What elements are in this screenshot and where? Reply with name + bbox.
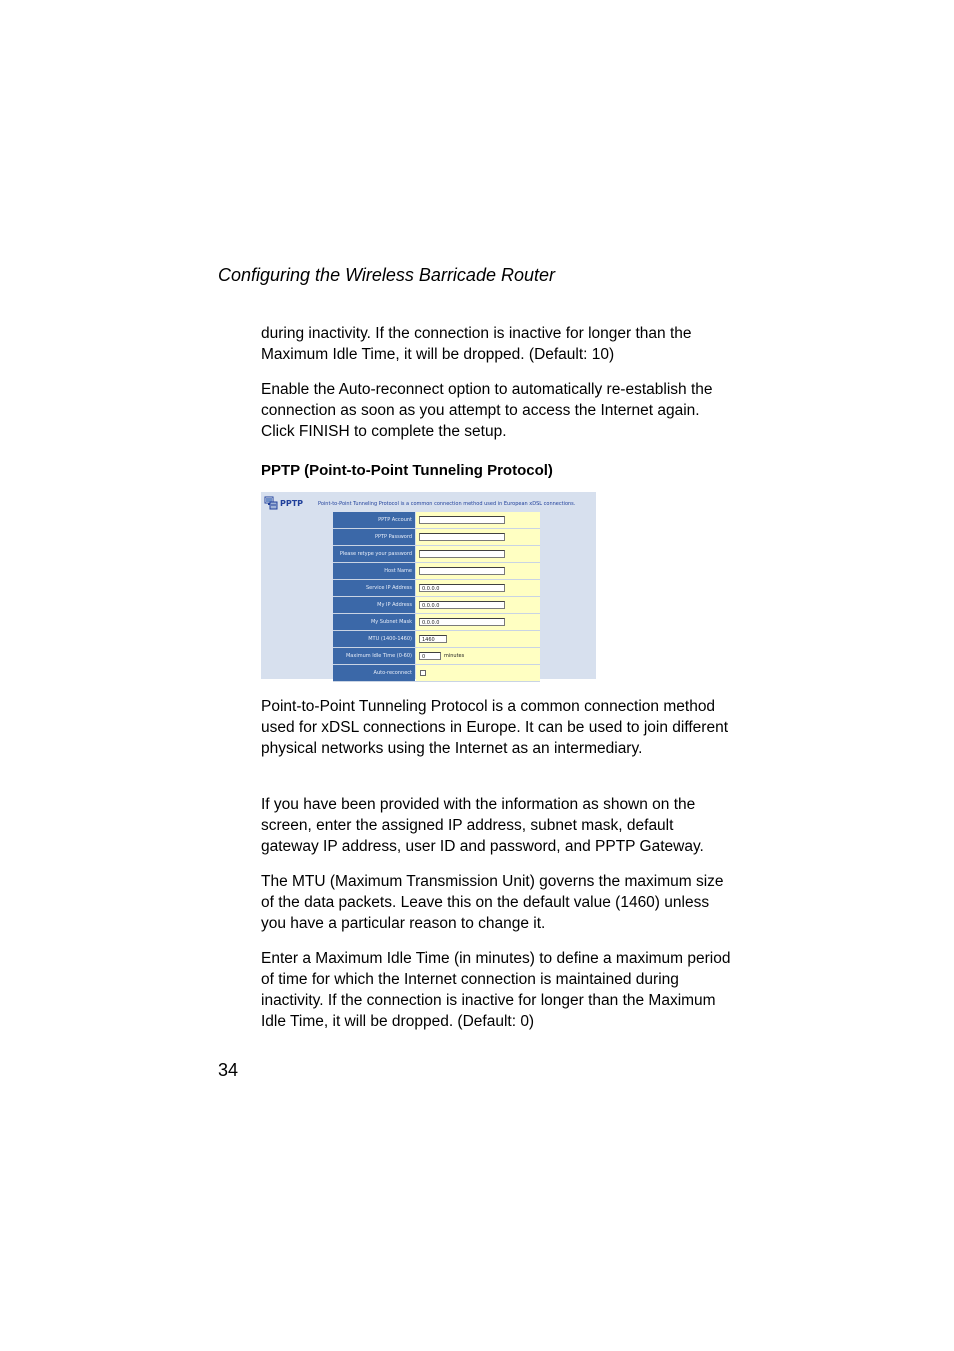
pptp-account-input[interactable] bbox=[419, 516, 505, 524]
pptp-password-label: PPTP Password bbox=[333, 529, 415, 545]
paragraph-provided-info: If you have been provided with the information as shown on the screen, enter the assigned IP address, subnet mask, default gateway IP address, user ID and password, and PPTP Gateway. bbox=[261, 796, 704, 855]
paragraph-auto-reconnect: Enable the Auto-reconnect option to automatically re-establish the connection as soon as you attempt to access the Internet again. Click FINISH to complete the setup. bbox=[261, 381, 713, 440]
pptp-description: Point-to-Point Tunneling Protocol is a common connection method used in European xDSL connections. bbox=[318, 501, 576, 507]
running-header: Configuring the Wireless Barricade Router bbox=[218, 265, 555, 285]
idle-time-unit: minutes bbox=[444, 653, 465, 659]
host-name-input[interactable] bbox=[419, 567, 505, 575]
service-ip-input[interactable]: 0.0.0.0 bbox=[419, 584, 505, 592]
pptp-title: PPTP bbox=[280, 499, 304, 508]
retype-password-label: Please retype your password bbox=[333, 546, 415, 562]
host-name-label: Host Name bbox=[333, 563, 415, 579]
paragraph-idle-time-continued: during inactivity. If the connection is inactive for longer than the Maximum Idle Time, it will be dropped. (Default: 10) bbox=[261, 325, 692, 363]
idle-time-label: Maximum Idle Time (0-60) bbox=[333, 648, 415, 664]
form-row-subnet-mask bbox=[333, 614, 540, 631]
auto-reconnect-label: Auto-reconnect bbox=[333, 665, 415, 681]
pptp-settings-screenshot bbox=[261, 492, 596, 679]
form-row-idle-time bbox=[333, 648, 540, 665]
my-ip-input[interactable]: 0.0.0.0 bbox=[419, 601, 505, 609]
paragraph-pptp-description: Point-to-Point Tunneling Protocol is a common connection method used for xDSL connections in Europe. It can be used to join different physical networks using the Internet as an intermediary. bbox=[261, 698, 729, 757]
form-row-service-ip bbox=[333, 580, 540, 597]
form-row-my-ip bbox=[333, 597, 540, 614]
pptp-password-input[interactable] bbox=[419, 533, 505, 541]
retype-password-input[interactable] bbox=[419, 550, 505, 558]
mtu-input[interactable]: 1460 bbox=[419, 635, 447, 643]
pptp-form bbox=[333, 512, 540, 682]
service-ip-label: Service IP Address bbox=[333, 580, 415, 596]
auto-reconnect-checkbox[interactable] bbox=[420, 670, 426, 676]
form-row-retype-password bbox=[333, 546, 540, 563]
form-row-pptp-password bbox=[333, 529, 540, 546]
page-number: 34 bbox=[218, 1060, 239, 1080]
idle-time-input[interactable]: 0 bbox=[419, 652, 441, 660]
paragraph-mtu: The MTU (Maximum Transmission Unit) governs the maximum size of the data packets. Leave this on the default value (1460) unless you have a particular reason to change it. bbox=[261, 873, 724, 932]
subnet-mask-input[interactable]: 0.0.0.0 bbox=[419, 618, 505, 626]
pptp-account-label: PPTP Account bbox=[333, 512, 415, 528]
form-row-auto-reconnect bbox=[333, 665, 540, 682]
form-row-mtu bbox=[333, 631, 540, 648]
my-ip-label: My IP Address bbox=[333, 597, 415, 613]
network-computer-icon bbox=[264, 496, 278, 510]
mtu-label: MTU (1400-1460) bbox=[333, 631, 415, 647]
form-row-pptp-account bbox=[333, 512, 540, 529]
paragraph-max-idle-time: Enter a Maximum Idle Time (in minutes) to define a maximum period of time for which the Internet connection is maintained during inactivity. If the connection is inactive for longer than the Maximum Idle Time, it will be dropped. (Default: 0) bbox=[261, 950, 731, 1030]
subnet-mask-label: My Subnet Mask bbox=[333, 614, 415, 630]
form-row-host-name bbox=[333, 563, 540, 580]
section-heading-pptp: PPTP (Point-to-Point Tunneling Protocol) bbox=[261, 462, 553, 479]
